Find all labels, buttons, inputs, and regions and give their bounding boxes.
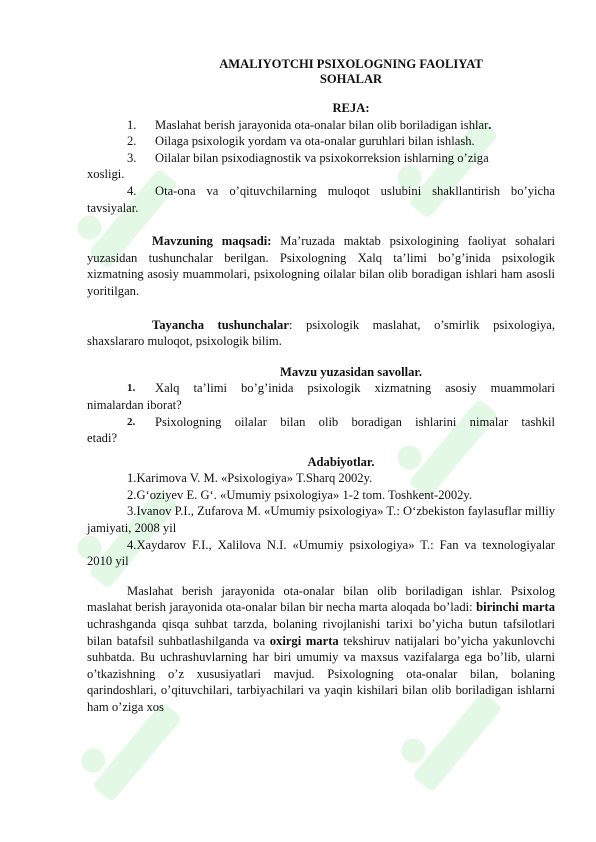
question-number: 2. [127,415,136,428]
plan-list [87,117,555,217]
goal-label: Mavzuning maqsadi: [152,234,272,249]
plan-heading: REJA: [332,101,370,115]
plan-item [87,183,555,216]
sources-list [87,470,555,570]
plan-item-text: Oilaga psixologik yordam va ota-onalar guruhlari bilan ishlash. [155,134,475,149]
source-item: 1.Karimova V. M. «Psixologiya» T.Sharq 2002y. [127,471,373,486]
body-text: tekshiruv natijalari bo’yicha yakunlovchi suhbatda. Bu uchrashuvlarning har biri umumiy va maxsus vazifalarga ega bo’lib, ularni o’tkazishning o’z xususiyatlari mavjud. Psixologning ota-onalar bilan, bolaning qarindoshlari, o’qituvchilari, tarbiyachilari va yaqin kishilari bilan olib boriladigan ishlarni ham o’ziga xos [87,633,555,714]
body-bold-last: oxirgi marta [269,633,339,648]
question-item [87,414,555,447]
concepts-text: : psixologik maslahat, o’smirlik psixologiya, shaxslararo muloqot, psixologik bilim. [87,317,555,349]
questions-list [87,380,555,446]
plan-item [87,133,555,150]
source-item: 3.Ivanov P.I., Zufarova M. «Umumiy psixologiya» T.: O‘zbekiston faylasuflar milliy jamiyati, 2008 yil [87,504,555,536]
plan-item-number: 1. [127,117,137,132]
plan-item-text: Oilalar bilan psixodiagnostik va psixokorreksion ishlarning o’ziga [155,150,489,165]
sources-heading: Adabiyotlar. [307,454,375,469]
question-text: Psixologning oilalar bilan olib boradigan ishlarini nimalar tashkil [155,414,555,429]
plan-item [87,150,555,183]
body-paragraph [87,583,555,716]
body-bold-first: birinchi marta [476,600,555,615]
document-content [87,57,555,716]
plan-item-continuation: tavsiyalar. [87,200,139,215]
question-text: Xalq ta’limi bo’g’inida psixologik xizmatning asosiy muammolari [155,381,555,396]
plan-item [87,117,555,134]
concepts-paragraph [87,317,555,350]
question-item [87,380,555,413]
question-continuation: etadi? [87,431,118,446]
plan-item-text: Ota-ona va o’qituvchilarning muloqot uslubini shakllantirish bo’yicha [155,183,555,198]
plan-item-number: 4. [127,183,137,198]
goal-text: Ma’ruzada maktab psixologining faoliyat sohalari yuzasidan tushunchalar berilgan. Psixologning Xalq ta’limi bo’g’inida psixologik xizmatning asosiy muammolari, psixologning oilalar bilan olib boradigan ishlari ham asosli yoritilgan. [87,234,555,298]
source-item: 2.G‘oziyev E. G‘. «Umumiy psixologiya» 1-2 tom. Toshkent-2002y. [127,487,473,502]
title-line-2: SOHALAR [319,72,383,86]
body-text: uchrashganda qisqa suhbat tarzda, bolaning rivojlanishi tarixi bo’yicha butun tafsilotlari bilan batafsil suhbatlashilganda va [87,617,555,648]
body-heading-text: Maslahat berish jarayonida ota-onalar bilan olib boriladigan ishlar. [127,583,503,598]
questions-heading: Mavzu yuzasidan savollar. [280,364,422,379]
concepts-label: Tayancha tushunchalar [152,317,289,332]
title-line-1: AMALIYOTCHI PSIXOLOGNING FAOLIYAT [219,57,483,71]
body-text: Psixolog maslahat berish jarayonida ota-onalar bilan bir necha marta aloqada bo’ladi: [87,583,555,615]
plan-item-number: 2. [127,134,137,149]
question-number: 1. [127,382,136,395]
plan-item-continuation: xosligi. [87,167,125,182]
question-continuation: nimalardan iborat? [87,397,182,412]
document-title [87,57,555,87]
plan-item-number: 3. [127,150,137,165]
goal-paragraph [87,233,555,299]
plan-item-text: Maslahat berish jarayonida ota-onalar bilan olib boriladigan ishlar. [155,117,492,132]
source-item: 4.Xaydarov F.I., Xalilova N.I. «Umumiy psixologiya» T.: Fan va texnologiyalar 2010 yil [87,537,555,569]
